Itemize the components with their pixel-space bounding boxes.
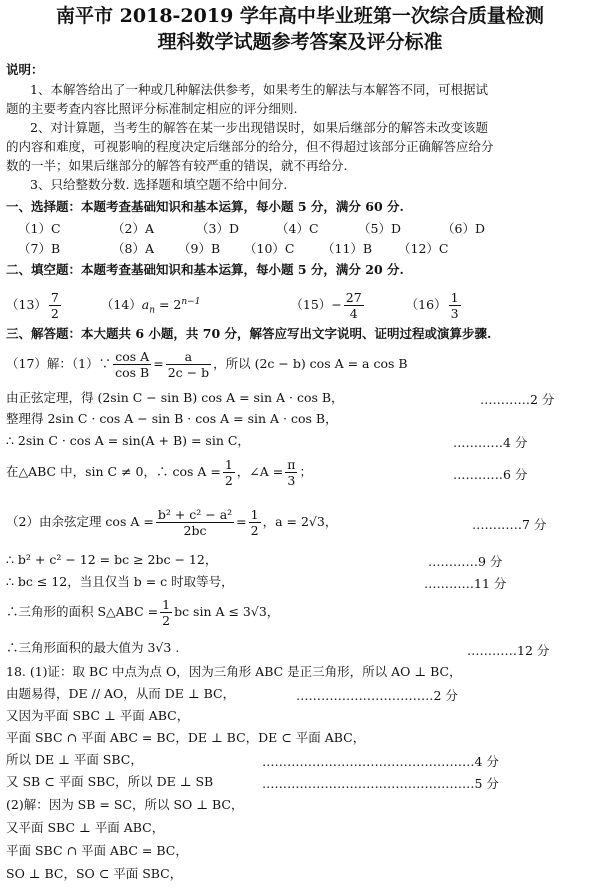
q17-line7: ∴ b² + c² − 12 = bc ≥ 2bc − 12，: [6, 552, 218, 567]
q17-l9-f-num: 1: [162, 597, 171, 612]
q17-l1-f1-den: cos B: [115, 365, 150, 380]
mc-answer: （8）A: [112, 241, 154, 256]
notes-heading: 说明：: [6, 62, 44, 77]
q17-l1-frac1: [113, 349, 151, 380]
q17-l6-frac1: [156, 507, 234, 538]
q15-fraction: [344, 290, 364, 321]
mc-answer: （5）D: [358, 221, 401, 236]
q17-l1-pre: （17）解：（1）∵: [6, 356, 112, 371]
q14-label: （14）: [100, 297, 142, 313]
q17-l1-frac2: [166, 349, 211, 380]
q16-denominator: 3: [450, 306, 459, 322]
q17-l6-eq: =: [236, 514, 247, 529]
q17-l5-mid: ，∠A =: [236, 464, 284, 479]
q18-line4: 平面 SBC ∩ 平面 ABC = BC，DE ⊥ BC，DE ⊂ 平面 ABC，: [6, 730, 366, 745]
note-2c: 数的一半；如果后继部分的解答有较严重的错误，就不再给分.: [6, 158, 348, 173]
q17-l6-g-num: 1: [250, 507, 259, 522]
q14-exp: n−1: [181, 297, 201, 307]
q17-l1-f2-num: a: [184, 349, 193, 364]
fill-in-answers: [6, 282, 463, 331]
mc-answer: （4）C: [276, 221, 319, 236]
note-2b: 的内容和难度，可视影响的程度决定后继部分的给分，但不得超过该部分正确解答应给分: [6, 139, 494, 154]
q17-l6-f-num: b² + c² − a²: [157, 507, 233, 522]
q17-l9-post: bc sin A ≤ 3√3，: [174, 604, 280, 619]
q18-line10: SO ⊥ BC，SO ⊂ 平面 SBC，: [6, 866, 183, 881]
q17-l6-pre: （2）由余弦定理 cos A =: [6, 514, 154, 529]
q17-l5-g-den: 3: [285, 472, 297, 488]
q13-fraction: [49, 290, 61, 321]
q17-l9-pre: ∴三角形的面积 S△ABC =: [6, 604, 159, 619]
q17-l5-frac1: [223, 457, 235, 488]
q18-line6: 又 SB ⊂ 平面 SBC，所以 DE ⊥ SB: [6, 774, 214, 789]
mc-answer: （9）B: [178, 241, 221, 256]
q17-line5: [6, 452, 312, 492]
q16-label: （16）: [405, 297, 447, 313]
q17-line4: ∴ 2sin C · cos A = sin(A + B) = sin C，: [6, 433, 250, 448]
score-mark: ……………………………2 分: [296, 688, 458, 703]
mc-answer: （1）C: [18, 221, 61, 236]
section3-heading: 三、解答题：本大题共 6 小题，共 70 分，解答应写出文字说明、证明过程或演算步骤.: [6, 326, 492, 341]
q17-l9-frac: [160, 597, 172, 628]
score-mark: …………2 分: [480, 392, 555, 407]
doc-title-line2: 理科数学试题参考答案及评分标准: [157, 31, 443, 53]
q17-l5-pre: 在△ABC 中，sin C ≠ 0，∴ cos A =: [6, 464, 221, 479]
q18-line1: 18. (1)证：取 BC 中点为点 O，因为三角形 ABC 是正三角形，所以 AO ⊥ BC，: [6, 664, 462, 679]
mc-answer: （6）D: [442, 221, 485, 236]
q15-denominator: 4: [344, 305, 364, 321]
q18-line2: 由题易得，DE // AO，从而 DE ⊥ BC，: [6, 686, 236, 701]
q17-l5-f-num: 1: [224, 457, 233, 472]
q17-l1-f1-num: cos A: [115, 349, 150, 364]
section2-heading: 二、填空题：本题考查基础知识和基本运算，每小题 5 分，满分 20 分.: [6, 262, 404, 277]
mc-answer: （7）B: [18, 241, 61, 256]
q17-l6-frac2: [249, 507, 261, 538]
score-mark: ……………………………………………4 分: [262, 754, 499, 769]
score-mark: …………9 分: [428, 554, 503, 569]
q17-line2: 由正弦定理，得 (2sin C − sin B) cos A = sin A · cos B，: [6, 390, 344, 405]
q17-l5-f-den: 2: [224, 473, 233, 488]
q17-l6-f-den: 2bc: [156, 522, 234, 538]
q17-line10: ∴三角形面积的最大值为 3√3 .: [6, 640, 180, 655]
score-mark: …………4 分: [453, 435, 528, 450]
q17-l5-frac2: [285, 457, 297, 488]
q17-line3: 整理得 2sin C · cos A − sin B · cos A = sin A · cos B，: [6, 411, 338, 426]
note-1a: 1、本解答给出了一种或几种解法供参考，如果考生的解法与本解答不同，可根据试: [30, 82, 488, 97]
q17-l9-f-den: 2: [162, 613, 171, 628]
q17-line8: ∴ bc ≤ 12，当且仅当 b = c 时取等号，: [6, 574, 234, 589]
q17-l1-post: ，所以 (2c − b) cos A = a cos B: [213, 356, 408, 371]
q17-l6-post: ，a = 2√3，: [262, 514, 338, 529]
score-mark: …………7 分: [472, 517, 547, 532]
mc-answer: （2）A: [112, 221, 154, 236]
q18-line3: 又因为平面 SBC ⊥ 平面 ABC，: [6, 708, 190, 723]
q17-l5-g-num: π: [287, 457, 296, 472]
q15-numerator: 27: [345, 290, 362, 306]
mc-answer: （12）C: [398, 241, 449, 256]
q18-line9: 平面 SBC ∩ 平面 ABC = BC，: [6, 843, 188, 858]
q15-sign: −: [331, 297, 342, 313]
q13-label: （13）: [6, 297, 47, 313]
section1-heading: 一、选择题：本题考查基础知识和基本运算，每小题 5 分，满分 60 分.: [6, 199, 404, 214]
q13-numerator: 7: [50, 290, 59, 306]
score-mark: ……………………………………………5 分: [262, 776, 499, 791]
q15-label: （15）: [290, 297, 332, 313]
q17-line1: [6, 346, 408, 382]
q17-l6-g-den: 2: [250, 523, 259, 538]
score-mark: …………12 分: [467, 643, 550, 658]
q14-sub: n: [149, 305, 155, 316]
q17-line9: [6, 592, 279, 632]
q18-line8: 又平面 SBC ⊥ 平面 ABC，: [6, 820, 165, 835]
q16-numerator: 1: [450, 290, 459, 306]
note-2a: 2、对计算题，当考生的解答在某一步出现错误时，如果后继部分的解答未改变该题: [30, 120, 488, 135]
mc-answer: （3）D: [196, 221, 239, 236]
q14-eq: = 2: [154, 297, 182, 313]
q17-line6: [6, 500, 337, 544]
mc-answer: （11）B: [322, 241, 373, 256]
score-mark: …………11 分: [424, 576, 507, 591]
note-1b: 题的主要考查内容比照评分标准制定相应的评分细则.: [6, 101, 298, 116]
note-3: 3、只给整数分数. 选择题和填空题不给中间分.: [30, 177, 288, 192]
q18-line7: (2)解：因为 SB = SC，所以 SO ⊥ BC，: [6, 797, 244, 812]
q18-line5: 所以 DE ⊥ 平面 SBC，: [6, 752, 143, 767]
q14-var: a: [141, 297, 150, 313]
q17-l5-post: ；: [299, 464, 312, 479]
q17-l1-eq: =: [153, 356, 164, 371]
mc-answer: （10）C: [244, 241, 295, 256]
score-mark: …………6 分: [453, 467, 528, 482]
q16-fraction: [449, 290, 461, 321]
q17-l1-f2-den: 2c − b: [167, 365, 210, 380]
doc-title-line1: 南平市 2018-2019 学年高中毕业班第一次综合质量检测: [56, 5, 544, 27]
q13-denominator: 2: [50, 306, 59, 322]
